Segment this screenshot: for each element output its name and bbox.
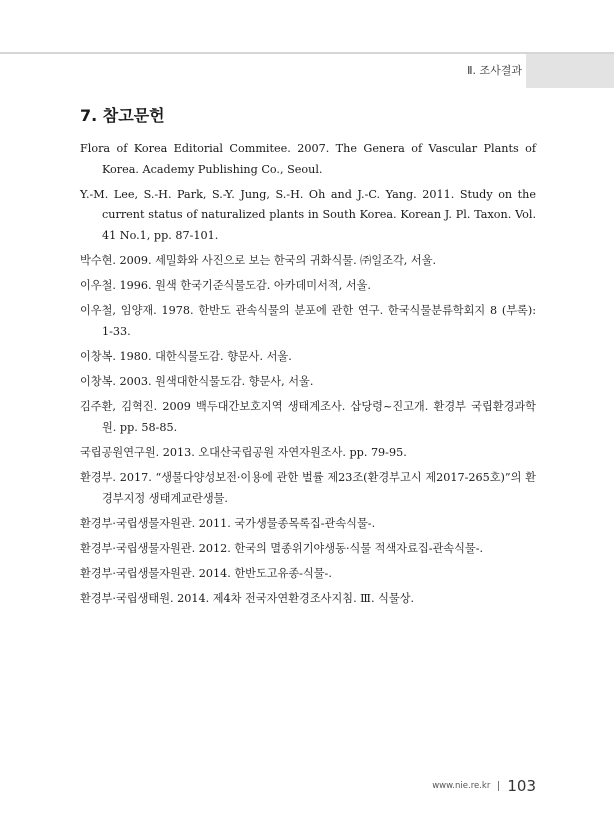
reference-item: 환경부·국립생물자원관. 2014. 한반도고유종-식물-. [80,567,332,581]
reference-item: 국립공원연구원. 2013. 오대산국립공원 자연자원조사. pp. 79-95. [80,446,407,459]
page-number: 103 [507,777,536,795]
reference-list [80,139,536,615]
footer-divider [498,781,499,791]
reference-item: Y.-M. Lee, S.-H. Park, S.-Y. Jung, S.-H. Oh and J.-C. Yang. 2011. Study on the current status of naturalized plants in South Korea. Korean J. Pl. Taxon. Vol. 41 No.1, pp. 87-101. [80,187,536,242]
reference-item: 이우철, 임양재. 1978. 한반도 관속식물의 분포에 관한 연구. 한국식물분류학회지 8 (부록): 1-33. [80,304,536,338]
page-footer [432,777,536,795]
reference-item: 환경부. 2017. “생물다양성보전·이용에 관한 벌률 제23조(환경부고시 제2017-265호)”의 환경부지정 생태계교란생물. [80,471,536,505]
reference-item: 이창복. 2003. 원색대한식물도감. 향문사, 서울. [80,375,314,389]
reference-item: 김주환, 김혁진. 2009 백두대간보호지역 생태계조사. 삽당령~진고개. 환경부 국립환경과학원. pp. 58-85. [80,400,536,434]
reference-item: 환경부·국립생태원. 2014. 제4차 전국자연환경조사지침. Ⅲ. 식물상. [80,592,415,606]
reference-item: Flora of Korea Editorial Commitee. 2007. The Genera of Vascular Plants of Korea. Academy Publishing Co., Seoul. [80,142,536,176]
section-title: 7. 참고문헌 [80,106,165,125]
reference-item: 환경부·국립생물자원관. 2011. 국가생물종목록집-관속식물-. [80,516,376,530]
reference-item: 이창복. 1980. 대한식물도감. 향문사. 서울. [80,349,292,363]
reference-item: 환경부·국립생물자원관. 2012. 한국의 멸종위기야생동·식물 적색자료집-관속식물-. [80,542,484,556]
header-tab-block [526,54,614,88]
reference-item: 이우철. 1996. 원색 한국기준식물도감. 아카데미서적, 서울. [80,279,371,293]
reference-item: 박수현. 2009. 세밀화와 사진으로 보는 한국의 귀화식물. ㈜일조각, 서울. [80,253,437,267]
chapter-label: Ⅱ. 조사결과 [467,64,522,77]
header-rule [0,52,614,54]
footer-url: www.nie.re.kr [432,781,491,791]
